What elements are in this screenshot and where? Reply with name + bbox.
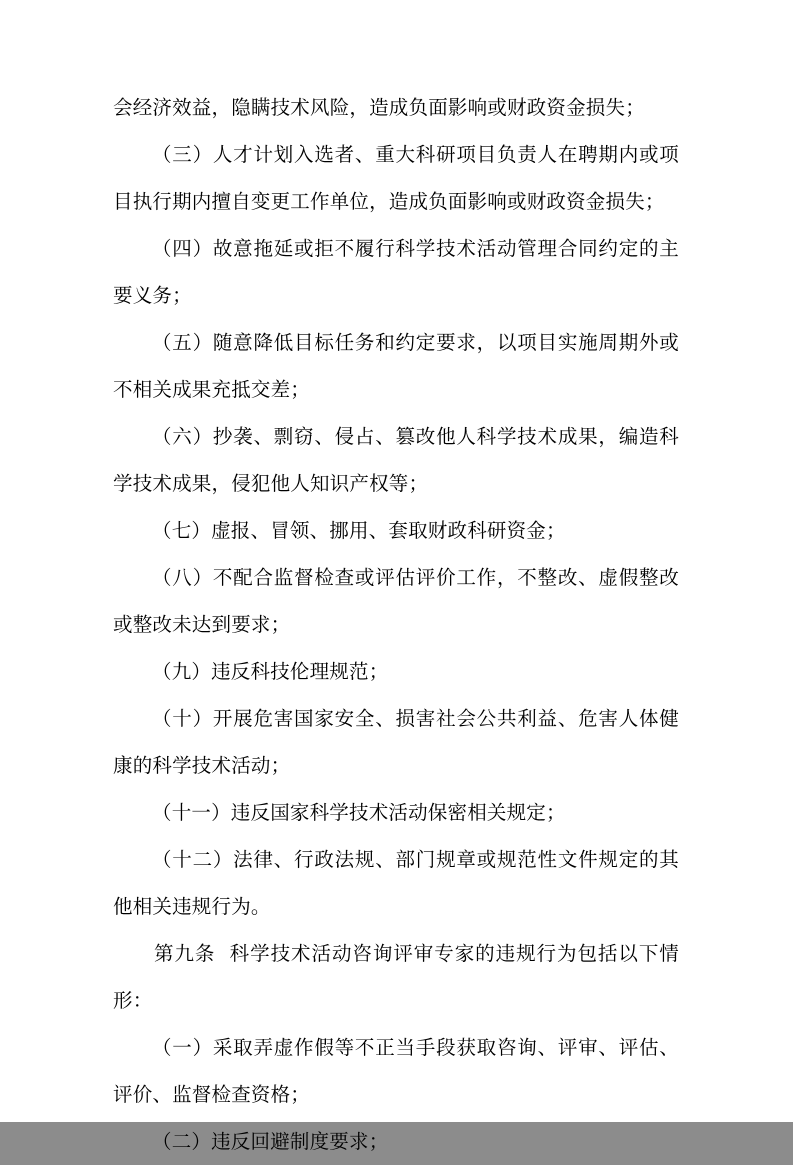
paragraph-article-9-item-2: （二）违反回避制度要求； [152, 1130, 389, 1153]
paragraph-item-9: （九）违反科技伦理规范； [152, 660, 389, 683]
document-text-body [113, 84, 679, 1165]
paragraph-item-11: （十一）违反国家科学技术活动保密相关规定； [152, 801, 566, 824]
paragraph-item-3: （三）人才计划入选者、重大科研项目负责人在聘期内或项目执行期内擅自变更工作单位，造成负面影响或财政资金损失； [113, 143, 679, 213]
paragraph-article-9: 第九条 科学技术活动咨询评审专家的违规行为包括以下情形： [113, 942, 679, 1012]
paragraph-item-5: （五）随意降低目标任务和约定要求，以项目实施周期外或不相关成果充抵交差； [113, 331, 679, 401]
paragraph-item-4: （四）故意拖延或拒不履行科学技术活动管理合同约定的主要义务； [113, 237, 679, 307]
paragraph-item-6: （六）抄袭、剽窃、侵占、篡改他人科学技术成果，编造科学技术成果，侵犯他人知识产权等； [113, 425, 679, 495]
paragraph-item-8: （八）不配合监督检查或评估评价工作，不整改、虚假整改或整改未达到要求； [113, 566, 679, 636]
paragraph-item-12: （十二）法律、行政法规、部门规章或规范性文件规定的其他相关违规行为。 [113, 848, 679, 918]
paragraph-article-9-item-1: （一）采取弄虚作假等不正当手段获取咨询、评审、评估、评价、监督检查资格； [113, 1036, 679, 1106]
paragraph-continuation: 会经济效益，隐瞒技术风险，造成负面影响或财政资金损失； [113, 96, 645, 119]
paragraph-item-7: （七）虚报、冒领、挪用、套取财政科研资金； [152, 519, 566, 542]
paragraph-item-10: （十）开展危害国家安全、损害社会公共利益、危害人体健康的科学技术活动； [113, 707, 679, 777]
